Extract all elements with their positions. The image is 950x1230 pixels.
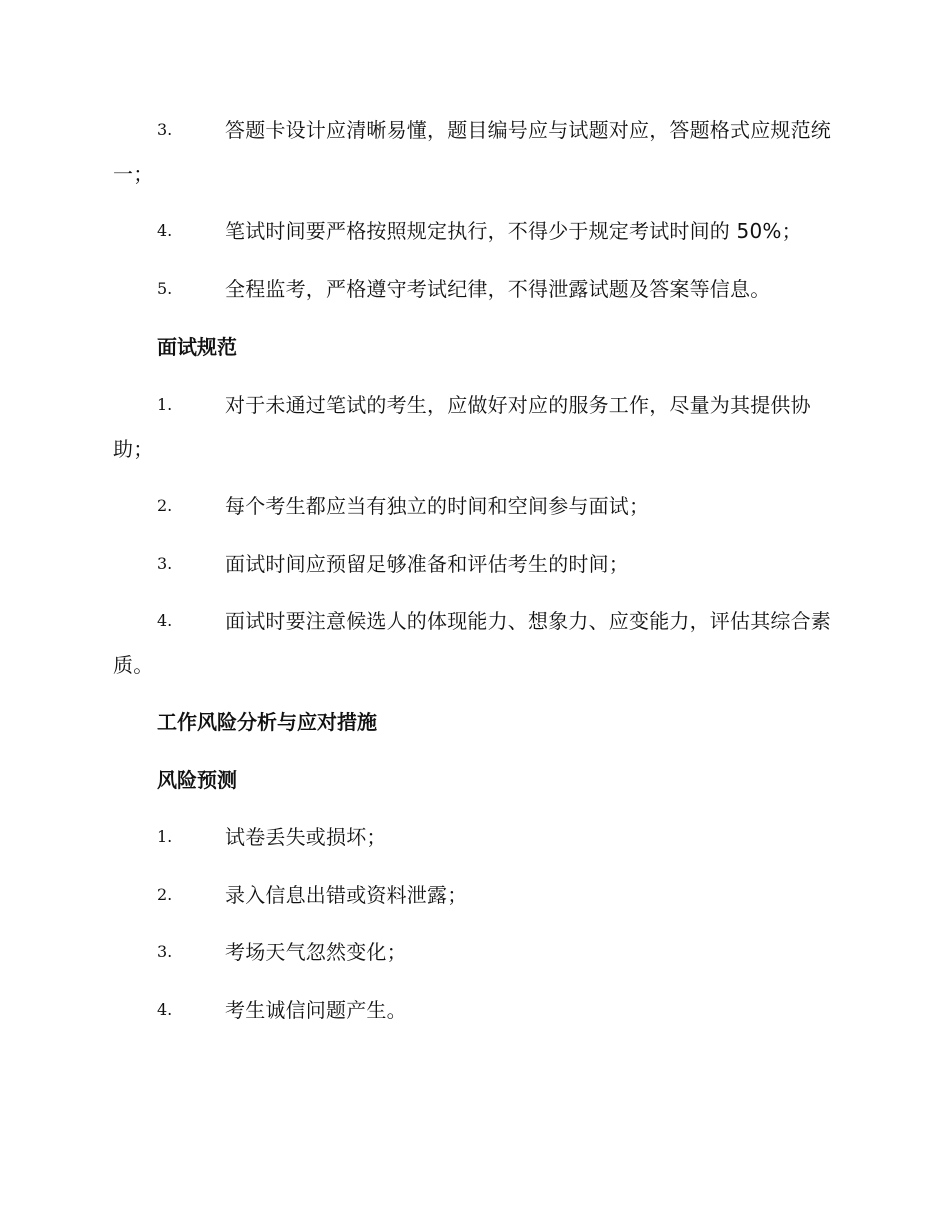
list-item [113,873,835,917]
list-item [113,383,835,471]
list-number: 4. [157,611,173,630]
list-item [113,930,835,974]
list-number: 1. [157,395,173,414]
list-item [113,108,835,196]
list-item [113,484,835,528]
list-text: 全程监考，严格遵守考试纪律，不得泄露试题及答案等信息。 [225,277,771,301]
list-number: 3. [157,942,173,961]
list-text: 答题卡设计应清晰易懂，题目编号应与试题对应，答题格式应规范统一； [113,118,831,186]
subsection-heading-risk-prediction: 风险预测 [157,768,237,792]
list-number: 2. [157,885,173,904]
list-item [113,542,835,586]
list-item [113,815,835,859]
list-number: 5. [157,279,173,298]
list-number: 4. [157,221,173,240]
list-number: 2. [157,496,173,515]
list-text: 每个考生都应当有独立的时间和空间参与面试； [225,494,650,518]
list-number: 4. [157,1000,173,1019]
section-heading-risk: 工作风险分析与应对措施 [157,710,377,734]
list-text: 笔试时间要严格按照规定执行，不得少于规定考试时间的 50%； [225,219,802,243]
list-text: 考场天气忽然变化； [225,940,407,964]
list-number: 1. [157,827,173,846]
list-text: 试卷丢失或损坏； [225,825,387,849]
section-heading-interview: 面试规范 [157,335,237,359]
list-number: 3. [157,120,173,139]
list-item [113,599,835,687]
list-item [113,267,835,311]
list-item [113,988,835,1032]
list-number: 3. [157,554,173,573]
list-text: 录入信息出错或资料泄露； [225,883,468,907]
list-text: 考生诚信问题产生。 [225,998,407,1022]
list-text: 面试时间应预留足够准备和评估考生的时间； [225,552,629,576]
list-item [113,209,835,253]
list-text: 对于未通过笔试的考生，应做好对应的服务工作，尽量为其提供协助； [113,393,811,461]
list-text: 面试时要注意候选人的体现能力、想象力、应变能力，评估其综合素质。 [113,609,831,677]
